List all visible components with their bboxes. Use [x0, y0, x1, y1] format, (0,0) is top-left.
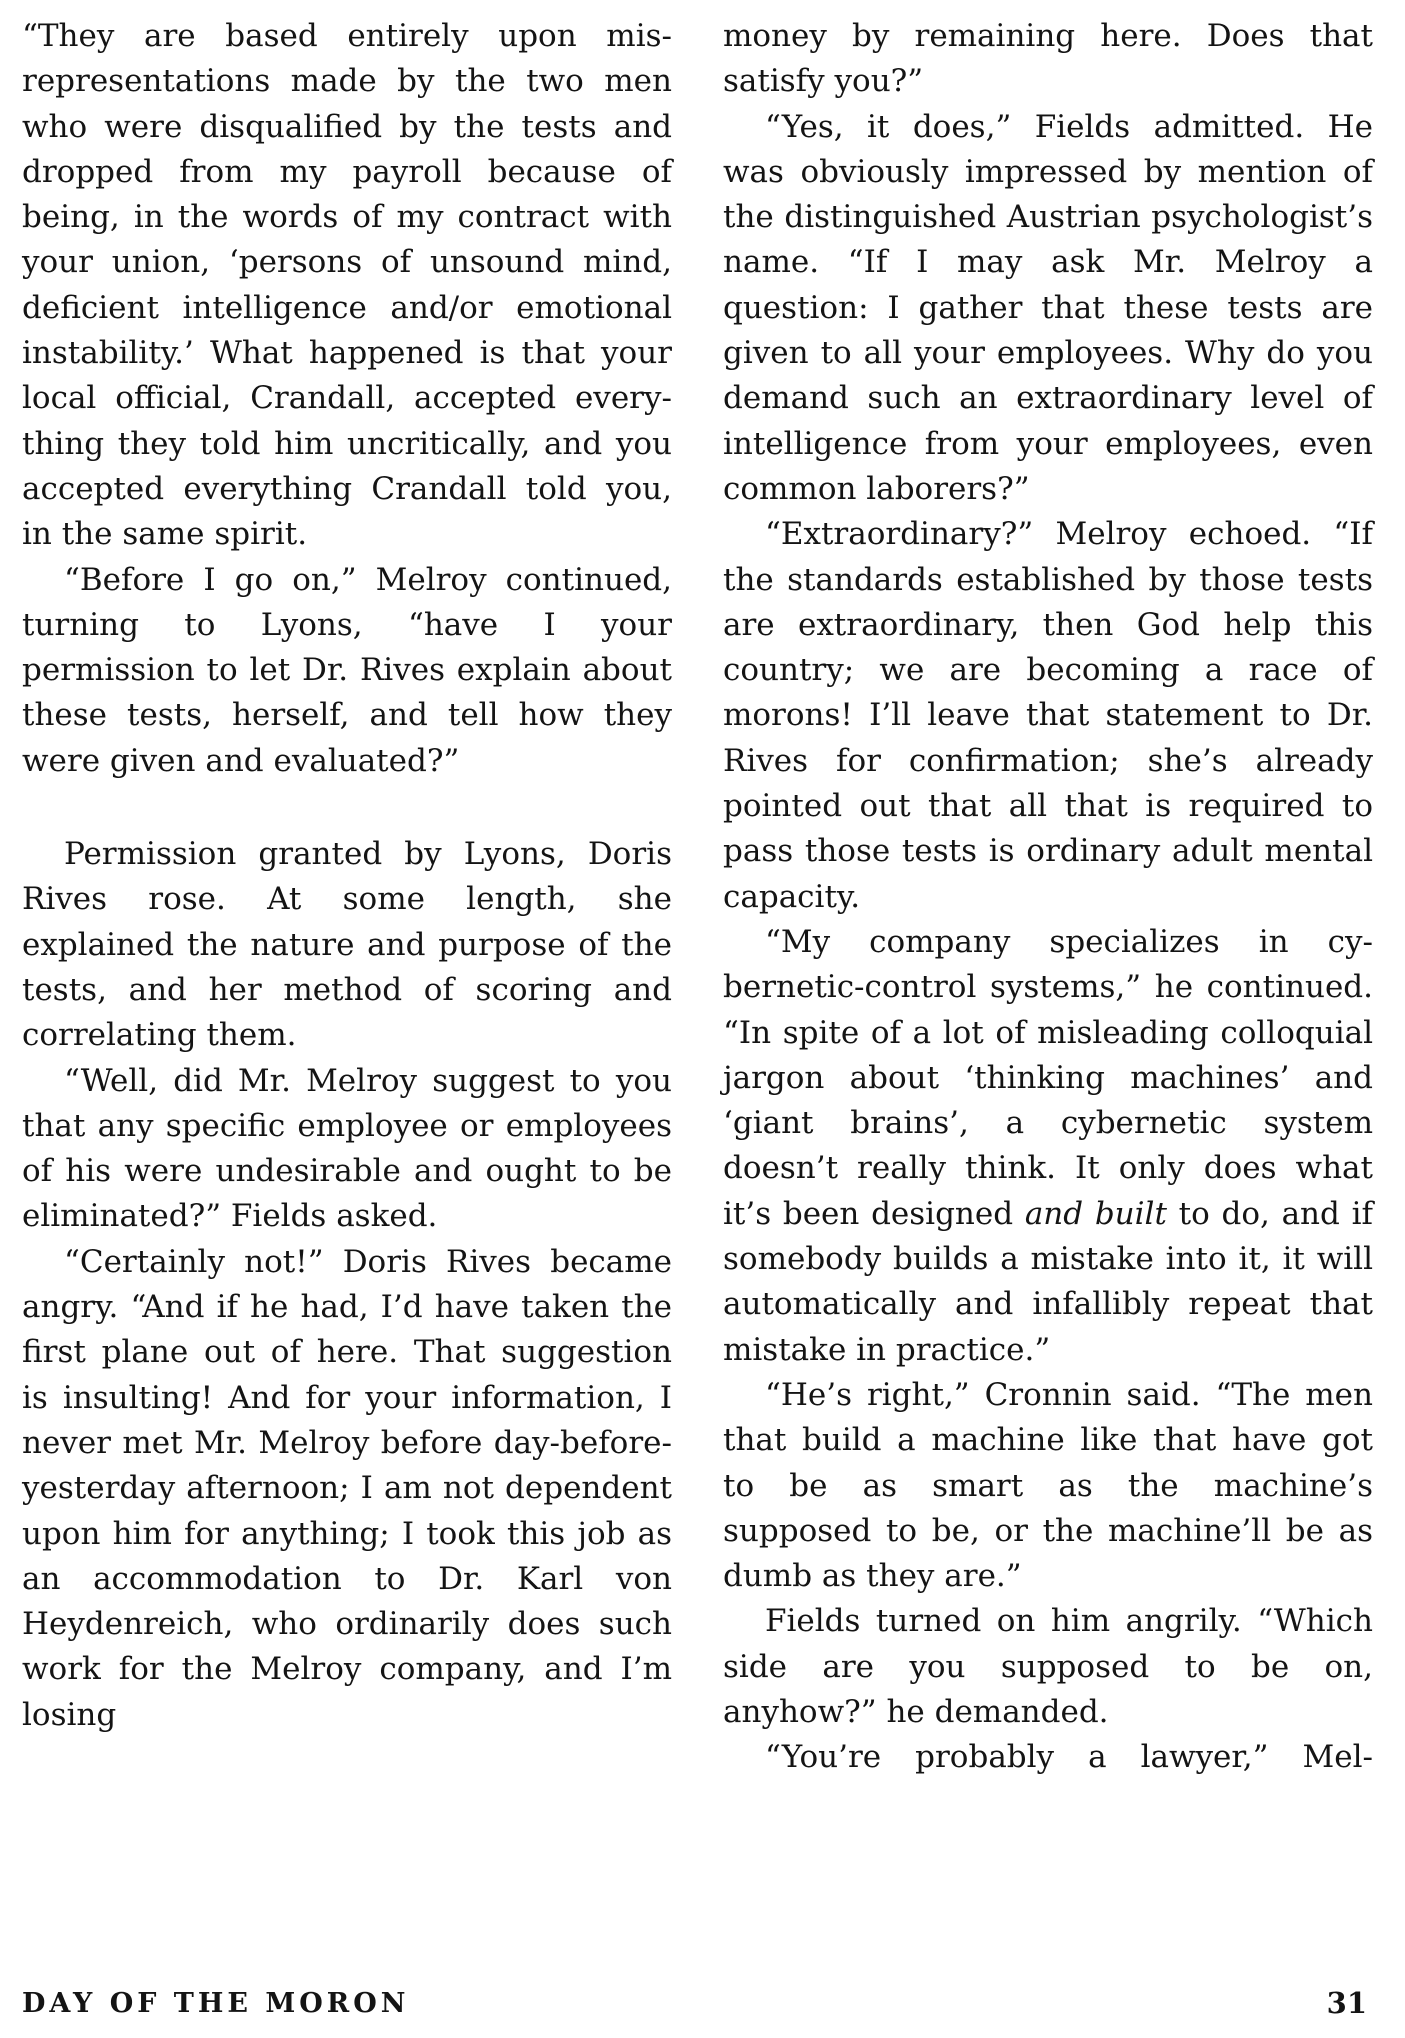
page-number: 31 — [1326, 1986, 1367, 2020]
paragraph: “Yes, it does,” Fields admitted. He was obviously impressed by mention of the distinguished Austrian psychologist’s name. “If I may ask Mr. Melroy a question: I gather that these tests are given to all your employees. Why do you demand such an extraordinary level of intelligence from your employees, even common laborers?” — [723, 108, 1373, 507]
paragraph: “Certainly not!” Doris Rives became angry. “And if he had, I’d have taken the first plane out of here. That suggestion is insulting! And for your information, I never met Mr. Melroy before day-before-yesterday afternoon; I am not dependent upon him for anything; I took this job as an accommodation to Dr. Karl von Heydenreich, who ordinarily does such work for the Melroy company, and I’m losing — [22, 1243, 672, 1733]
paragraph: “Well, did Mr. Melroy suggest to you that any specific employee or employees of his were undesirable and ought to be eliminated?” Fields asked. — [22, 1062, 672, 1235]
right-column — [723, 14, 1373, 1781]
paragraph: “You’re probably a lawyer,” Mel- — [765, 1739, 1373, 1776]
paragraph: Fields turned on him angrily. “Which side are you supposed to be on, anyhow?” he demanded. — [723, 1603, 1373, 1730]
paragraph: Permission granted by Lyons, Doris Rives rose. At some length, she explained the nature and purpose of the tests, and her method of scoring and correlating them. — [22, 836, 672, 1054]
paragraph: “Before I go on,” Melroy continued, turning to Lyons, “have I your permission to let Dr. Rives explain about these tests, herself, and tell how they were given and evaluated?” — [22, 561, 672, 779]
paragraph: “They are based entirely upon misrepresentations made by the two men who were disqualified by the tests and dropped from my payroll because of being, in the words of my contract with your union, ‘persons of unsound mind, deficient intelligence and/or emotional instability.’ What happened is that your local official, Crandall, accepted everything they told him uncritically, and you accepted everything Crandall told you, in the same spirit. — [22, 18, 672, 553]
paragraph: “He’s right,” Cronnin said. “The men that build a machine like that have got to be as smart as the machine’s supposed to be, or the machine’ll be as dumb as they are.” — [723, 1376, 1373, 1595]
paragraph-text: “My company specializes in cybernetic-control systems,” he continued. “In spite of a lot of misleading colloquial jargon about ‘thinking machines’ and ‘giant brains’, a cybernetic system doesn’t really think. It only does what it’s been designed — [723, 923, 1373, 1232]
paragraph-text: to do, and if somebody builds a mistake into it, it will automatically and infallibly repeat that mistake in practice.” — [723, 1195, 1373, 1368]
left-column — [22, 14, 672, 1738]
emphasis-text: and built — [1024, 1195, 1167, 1232]
paragraph: money by remaining here. Does that satisfy you?” — [723, 18, 1373, 100]
running-footer-title: DAY OF THE MORON — [22, 1988, 410, 2019]
paragraph — [723, 920, 1373, 1373]
paragraph: “Extraordinary?” Melroy echoed. “If the standards established by those tests are extraordinary, then God help this country; we are becoming a race of morons! I’ll leave that statement to Dr. Rives for confirmation; she’s already pointed out that all that is required to pass those tests is ordinary adult mental capacity. — [723, 516, 1373, 915]
